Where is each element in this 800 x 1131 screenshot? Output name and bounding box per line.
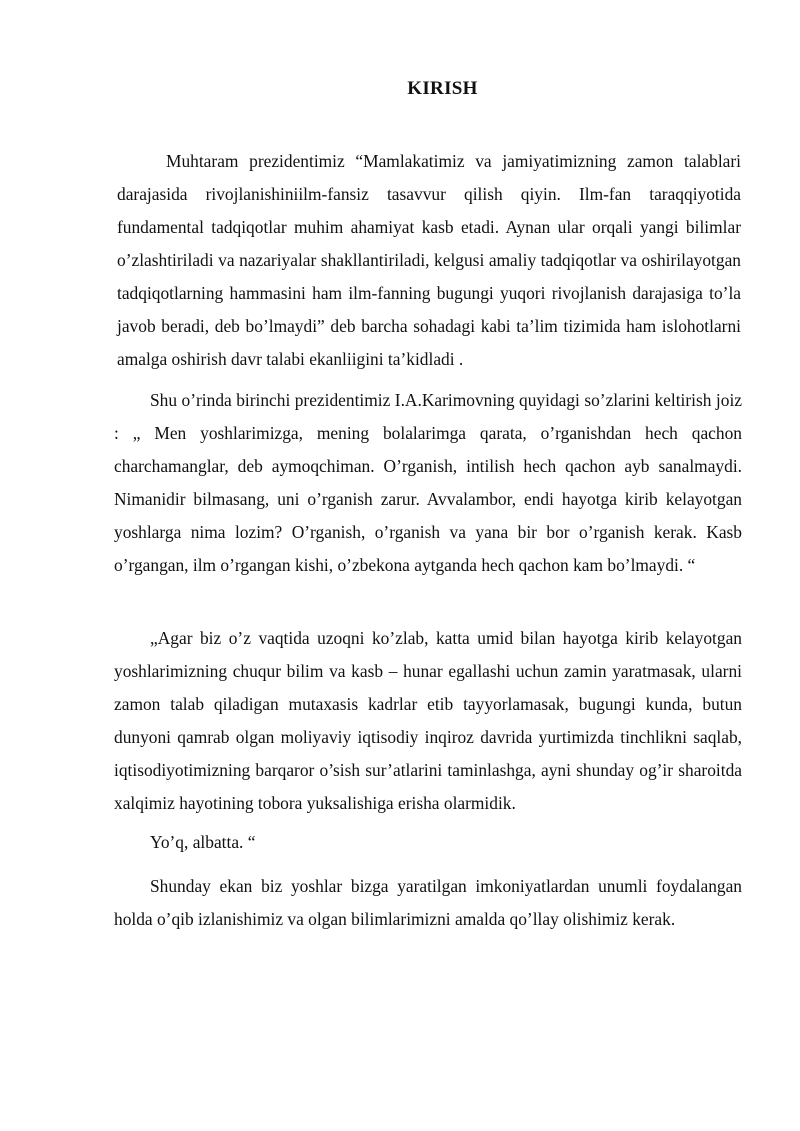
page-title: KIRISH <box>407 78 478 99</box>
paragraph-quote-youth: „Agar biz o’z vaqtida uzoqni ko’zlab, katta umid bilan hayotga kirib kelayotgan yoshlarimizning chuqur bilim va kasb – hunar egallashi uchun zamin yaratmasak, ularni zamon talab qiladigan mutaxasis kadrlar etib tayyorlamasak, bugungi kunda, butun dunyoni qamrab olgan moliyaviy iqtisodiy inqiroz davrida yurtimizda tinchlikni saqlab, iqtisodiyotimizning barqaror o’sish sur’atlarini taminlashga, ayni shunday og’ir sharoitda xalqimiz hayotining tobora yuksalishiga erisha olarmidik. <box>114 628 742 813</box>
paragraph-answer: Yo’q, albatta. “ <box>150 832 256 852</box>
paragraph-quote-karimov: Shu o’rinda birinchi prezidentimiz I.A.Karimovning quyidagi so’zlarini keltirish joiz : „ Men yoshlarimizga, mening bolalarimga qarata, o’rganishdan hech qachon charchamanglar, deb aymoqchiman. O’rganish, intilish hech qachon ayb sanalmaydi. Nimanidir bilmasang, uni o’rganish zarur. Avvalambor, endi hayotga kirib kelayotgan yoshlarga nima lozim? O’rganish, o’rganish va yana bir bor o’rganish kerak. Kasb o’rgangan, ilm o’rgangan kishi, o’zbekona aytganda hech qachon kam bo’lmaydi. “ <box>114 390 742 575</box>
paragraph-conclusion: Shunday ekan biz yoshlar bizga yaratilgan imkoniyatlardan unumli foydalangan holda o’qib izlanishimiz va olgan bilimlarimizni amalda qo’llay olishimiz kerak. <box>114 876 742 929</box>
paragraph-intro: Muhtaram prezidentimiz “Mamlakatimiz va jamiyatimizning zamon talablari darajasida rivojlanishiniilm-fansiz tasavvur qilish qiyin. Ilm-fan taraqqiyotida fundamental tadqiqotlar muhim ahamiyat kasb etadi. Aynan ular orqali yangi bilimlar o’zlashtiriladi va nazariyalar shakllantiriladi, kelgusi amaliy tadqiqotlar va oshirilayotgan tadqiqotlarning hammasini ham ilm-fanning bugungi yuqori rivojlanish darajasiga to’la javob beradi, deb bo’lmaydi” deb barcha sohadagi kabi ta’lim tizimida ham islohotlarni amalga oshirish davr talabi ekanliigini ta’kidladi . <box>117 151 741 369</box>
